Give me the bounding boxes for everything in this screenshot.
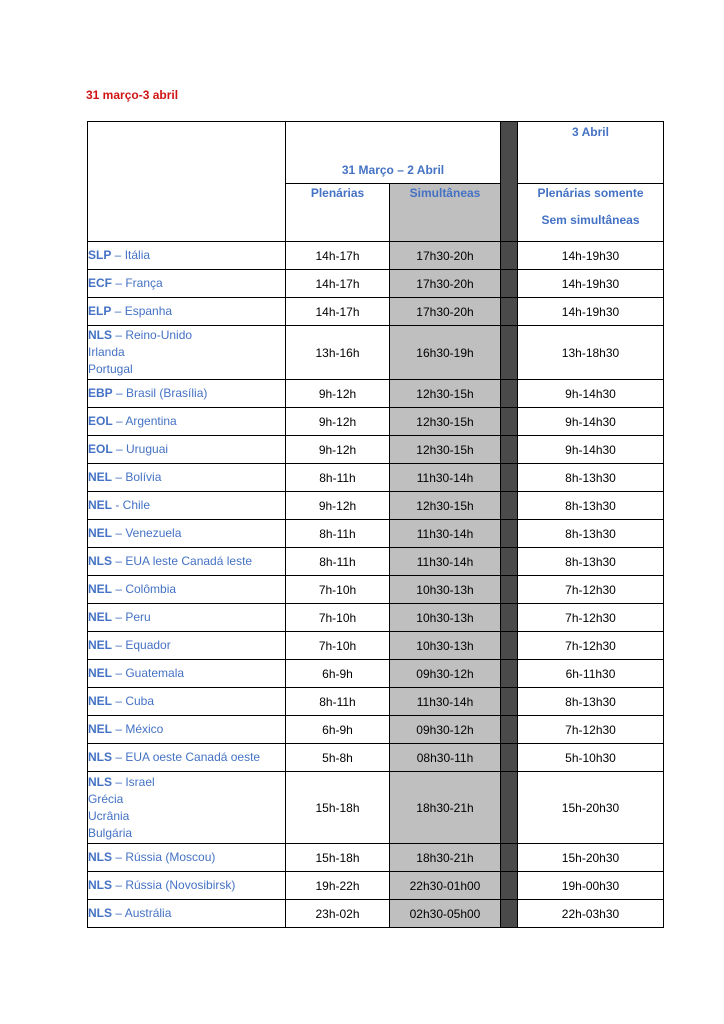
column-separator: [501, 688, 518, 716]
code-separator: –: [112, 722, 126, 736]
code-separator: –: [112, 906, 125, 920]
country-cell: [88, 744, 286, 772]
code-separator: –: [112, 610, 126, 624]
plenarias-cell: 6h-9h: [286, 716, 390, 744]
country-name: Bolívia: [125, 470, 162, 484]
code-separator: –: [112, 878, 126, 892]
col-plenarias-header: [286, 184, 390, 242]
col-simultaneas-header: [390, 184, 501, 242]
plenarias-cell: 7h-10h: [286, 604, 390, 632]
section-code: NEL: [88, 610, 112, 624]
country-cell: [88, 520, 286, 548]
table-row: [88, 744, 664, 772]
section-code: EOL: [88, 442, 113, 456]
table-row: [88, 380, 664, 408]
country-line: [88, 808, 285, 825]
abril-cell: 14h-19h30: [518, 242, 664, 270]
plenarias-cell: 9h-12h: [286, 436, 390, 464]
simultaneas-cell: 12h30-15h: [390, 380, 501, 408]
code-separator: –: [111, 304, 125, 318]
column-separator: [501, 872, 518, 900]
country-line: [88, 525, 285, 542]
country-line: [88, 303, 285, 320]
country-name: Bulgária: [88, 825, 133, 840]
abril-cell: 8h-13h30: [518, 492, 664, 520]
plenarias-cell: 14h-17h: [286, 270, 390, 298]
plenarias-cell: 8h-11h: [286, 464, 390, 492]
simultaneas-cell: 18h30-21h: [390, 772, 501, 844]
country-line: [88, 665, 285, 682]
simultaneas-cell: 11h30-14h: [390, 520, 501, 548]
schedule-table: [87, 121, 664, 928]
country-cell: [88, 548, 286, 576]
col-apr-header: [518, 184, 664, 242]
plenarias-cell: 9h-12h: [286, 492, 390, 520]
column-separator: [501, 408, 518, 436]
code-separator: –: [112, 470, 126, 484]
abril-cell: 14h-19h30: [518, 270, 664, 298]
section-code: NLS: [88, 328, 112, 342]
code-separator: –: [111, 248, 125, 262]
country-cell: [88, 326, 286, 380]
col-simultaneas-label: Simultâneas: [409, 186, 481, 200]
country-cell: [88, 464, 286, 492]
country-cell: [88, 872, 286, 900]
header-blank-cell: [88, 122, 286, 242]
code-separator: –: [112, 554, 126, 568]
section-code: NLS: [88, 850, 112, 864]
abril-cell: 9h-14h30: [518, 436, 664, 464]
abril-cell: 19h-00h30: [518, 872, 664, 900]
country-cell: [88, 716, 286, 744]
simultaneas-cell: 09h30-12h: [390, 716, 501, 744]
plenarias-cell: 15h-18h: [286, 844, 390, 872]
country-name: Guatemala: [125, 666, 185, 680]
country-cell: [88, 772, 286, 844]
country-name: Brasil (Brasília): [126, 386, 208, 400]
abril-cell: 8h-13h30: [518, 688, 664, 716]
simultaneas-cell: 10h30-13h: [390, 604, 501, 632]
column-separator: [501, 900, 518, 928]
plenarias-cell: 19h-22h: [286, 872, 390, 900]
section-code: NEL: [88, 666, 112, 680]
abril-cell: 6h-11h30: [518, 660, 664, 688]
column-separator: [501, 326, 518, 380]
abril-cell: 13h-18h30: [518, 326, 664, 380]
country-line: [88, 553, 285, 570]
country-name: Cuba: [125, 694, 155, 708]
abril-cell: 8h-13h30: [518, 520, 664, 548]
country-name: França: [125, 276, 163, 290]
country-name: EUA leste Canadá leste: [125, 554, 253, 568]
plenarias-cell: 5h-8h: [286, 744, 390, 772]
section-code: NLS: [88, 554, 112, 568]
abril-cell: 5h-10h30: [518, 744, 664, 772]
country-name: México: [125, 722, 164, 736]
country-line: [88, 413, 285, 430]
code-separator: –: [112, 850, 126, 864]
country-line: [88, 877, 285, 894]
country-cell: [88, 436, 286, 464]
simultaneas-cell: 02h30-05h00: [390, 900, 501, 928]
period-mar-label: 31 Março – 2 Abril: [341, 163, 445, 177]
column-separator: [501, 716, 518, 744]
column-separator: [501, 744, 518, 772]
simultaneas-cell: 17h30-20h: [390, 270, 501, 298]
country-line: [88, 344, 285, 361]
column-separator: [501, 492, 518, 520]
country-line: [88, 825, 285, 842]
abril-cell: 8h-13h30: [518, 548, 664, 576]
table-row: [88, 298, 664, 326]
abril-cell: 7h-12h30: [518, 632, 664, 660]
plenarias-cell: 8h-11h: [286, 548, 390, 576]
section-code: EBP: [88, 386, 113, 400]
table-row: [88, 844, 664, 872]
abril-cell: 8h-13h30: [518, 464, 664, 492]
table-row: [88, 520, 664, 548]
country-line: [88, 441, 285, 458]
column-separator: [501, 520, 518, 548]
country-line: [88, 905, 285, 922]
col-apr-label-1: Plenárias somente: [537, 186, 644, 200]
section-code: NLS: [88, 906, 112, 920]
plenarias-cell: 6h-9h: [286, 660, 390, 688]
simultaneas-cell: 11h30-14h: [390, 688, 501, 716]
column-separator: [501, 604, 518, 632]
column-separator: [501, 242, 518, 270]
period-mar-cell: [286, 122, 501, 184]
table-row: [88, 436, 664, 464]
country-line: [88, 361, 285, 378]
abril-cell: 9h-14h30: [518, 408, 664, 436]
country-line: [88, 385, 285, 402]
country-cell: [88, 270, 286, 298]
country-name: Argentina: [125, 414, 177, 428]
country-name: Peru: [125, 610, 151, 624]
simultaneas-cell: 11h30-14h: [390, 464, 501, 492]
country-cell: [88, 298, 286, 326]
plenarias-cell: 13h-16h: [286, 326, 390, 380]
section-code: NEL: [88, 694, 112, 708]
plenarias-cell: 8h-11h: [286, 520, 390, 548]
code-separator: -: [112, 498, 123, 512]
code-separator: –: [112, 694, 126, 708]
country-name: EUA oeste Canadá oeste: [125, 750, 261, 764]
plenarias-cell: 8h-11h: [286, 688, 390, 716]
period-apr-cell: [518, 122, 664, 184]
col-plenarias-label: Plenárias: [310, 186, 365, 200]
abril-cell: 15h-20h30: [518, 844, 664, 872]
country-cell: [88, 380, 286, 408]
simultaneas-cell: 11h30-14h: [390, 548, 501, 576]
column-separator: [501, 464, 518, 492]
simultaneas-cell: 08h30-11h: [390, 744, 501, 772]
section-code: ELP: [88, 304, 112, 318]
country-cell: [88, 688, 286, 716]
column-separator: [501, 772, 518, 844]
section-code: NEL: [88, 722, 112, 736]
country-cell: [88, 492, 286, 520]
country-name: Espanha: [124, 304, 173, 318]
simultaneas-cell: 18h30-21h: [390, 844, 501, 872]
code-separator: –: [112, 414, 126, 428]
plenarias-cell: 9h-12h: [286, 408, 390, 436]
table-row: [88, 548, 664, 576]
section-code: EOL: [88, 414, 113, 428]
simultaneas-cell: 22h30-01h00: [390, 872, 501, 900]
table-row: [88, 492, 664, 520]
country-cell: [88, 844, 286, 872]
plenarias-cell: 23h-02h: [286, 900, 390, 928]
country-name: Venezuela: [125, 526, 182, 540]
simultaneas-cell: 17h30-20h: [390, 242, 501, 270]
country-line: [88, 327, 285, 344]
country-line: [88, 581, 285, 598]
table-row: [88, 900, 664, 928]
country-name: Irlanda: [88, 345, 125, 359]
country-name: Reino-Unido: [125, 328, 193, 342]
country-line: [88, 693, 285, 710]
section-code: NEL: [88, 498, 112, 512]
table-row: [88, 576, 664, 604]
simultaneas-cell: 09h30-12h: [390, 660, 501, 688]
table-row: [88, 716, 664, 744]
country-name: Portugal: [88, 362, 133, 376]
table-row: [88, 688, 664, 716]
country-line: [88, 609, 285, 626]
column-separator: [501, 576, 518, 604]
simultaneas-cell: 10h30-13h: [390, 632, 501, 660]
simultaneas-cell: 12h30-15h: [390, 436, 501, 464]
country-cell: [88, 604, 286, 632]
column-separator: [501, 380, 518, 408]
code-separator: –: [112, 526, 126, 540]
plenarias-cell: 15h-18h: [286, 772, 390, 844]
country-line: [88, 749, 285, 766]
country-name: Uruguai: [126, 442, 169, 456]
country-line: [88, 275, 285, 292]
simultaneas-cell: 12h30-15h: [390, 492, 501, 520]
code-separator: –: [112, 750, 126, 764]
country-name: Rússia (Moscou): [125, 850, 216, 864]
country-name: Equador: [125, 638, 171, 652]
col-apr-label-2: Sem simultâneas: [541, 213, 640, 227]
country-name: Austrália: [124, 906, 172, 920]
table-row: [88, 772, 664, 844]
plenarias-cell: 7h-10h: [286, 576, 390, 604]
table-row: [88, 604, 664, 632]
country-name: Ucrânia: [88, 808, 130, 823]
code-separator: –: [112, 328, 126, 342]
code-separator: –: [112, 442, 127, 456]
country-cell: [88, 900, 286, 928]
abril-cell: 7h-12h30: [518, 576, 664, 604]
column-separator: [501, 436, 518, 464]
country-name: Colômbia: [125, 582, 177, 596]
abril-cell: 15h-20h30: [518, 772, 664, 844]
code-separator: –: [112, 638, 126, 652]
plenarias-cell: 14h-17h: [286, 298, 390, 326]
column-separator: [501, 548, 518, 576]
country-cell: [88, 576, 286, 604]
country-line: [88, 791, 285, 808]
country-name: Chile: [122, 498, 151, 512]
table-row: [88, 632, 664, 660]
section-code: NEL: [88, 470, 112, 484]
country-line: [88, 721, 285, 738]
column-separator: [501, 844, 518, 872]
abril-cell: 22h-03h30: [518, 900, 664, 928]
code-separator: –: [112, 582, 126, 596]
plenarias-cell: 14h-17h: [286, 242, 390, 270]
column-separator: [501, 298, 518, 326]
country-name: Itália: [124, 248, 151, 262]
abril-cell: 9h-14h30: [518, 380, 664, 408]
table-row: [88, 270, 664, 298]
country-line: [88, 849, 285, 866]
country-name: Grécia: [88, 791, 124, 806]
simultaneas-cell: 12h30-15h: [390, 408, 501, 436]
country-name: Israel: [125, 774, 155, 789]
table-row: [88, 872, 664, 900]
table-row: [88, 242, 664, 270]
column-separator: [501, 660, 518, 688]
section-code: ECF: [88, 276, 112, 290]
section-code: NLS: [88, 878, 112, 892]
plenarias-cell: 7h-10h: [286, 632, 390, 660]
section-code: NLS: [88, 750, 112, 764]
section-code: NEL: [88, 526, 112, 540]
column-separator: [501, 270, 518, 298]
code-separator: –: [112, 774, 126, 789]
country-line: [88, 774, 285, 791]
column-separator: [501, 632, 518, 660]
country-line: [88, 247, 285, 264]
country-line: [88, 469, 285, 486]
country-cell: [88, 632, 286, 660]
section-code: NLS: [88, 774, 112, 789]
section-code: SLP: [88, 248, 112, 262]
abril-cell: 7h-12h30: [518, 604, 664, 632]
table-row: [88, 660, 664, 688]
table-row: [88, 408, 664, 436]
code-separator: –: [112, 276, 126, 290]
section-code: NEL: [88, 582, 112, 596]
column-separator: [501, 122, 518, 242]
table-row: [88, 464, 664, 492]
header-row-period: [88, 122, 664, 184]
simultaneas-cell: 17h30-20h: [390, 298, 501, 326]
plenarias-cell: 9h-12h: [286, 380, 390, 408]
code-separator: –: [112, 386, 127, 400]
country-cell: [88, 660, 286, 688]
period-apr-label: 3 Abril: [572, 125, 609, 139]
country-cell: [88, 408, 286, 436]
document-title: 31 março-3 abril: [86, 88, 179, 102]
simultaneas-cell: 16h30-19h: [390, 326, 501, 380]
country-line: [88, 637, 285, 654]
country-cell: [88, 242, 286, 270]
abril-cell: 14h-19h30: [518, 298, 664, 326]
simultaneas-cell: 10h30-13h: [390, 576, 501, 604]
country-name: Rússia (Novosibirsk): [125, 878, 236, 892]
section-code: NEL: [88, 638, 112, 652]
abril-cell: 7h-12h30: [518, 716, 664, 744]
country-line: [88, 497, 285, 514]
code-separator: –: [112, 666, 126, 680]
table-row: [88, 326, 664, 380]
